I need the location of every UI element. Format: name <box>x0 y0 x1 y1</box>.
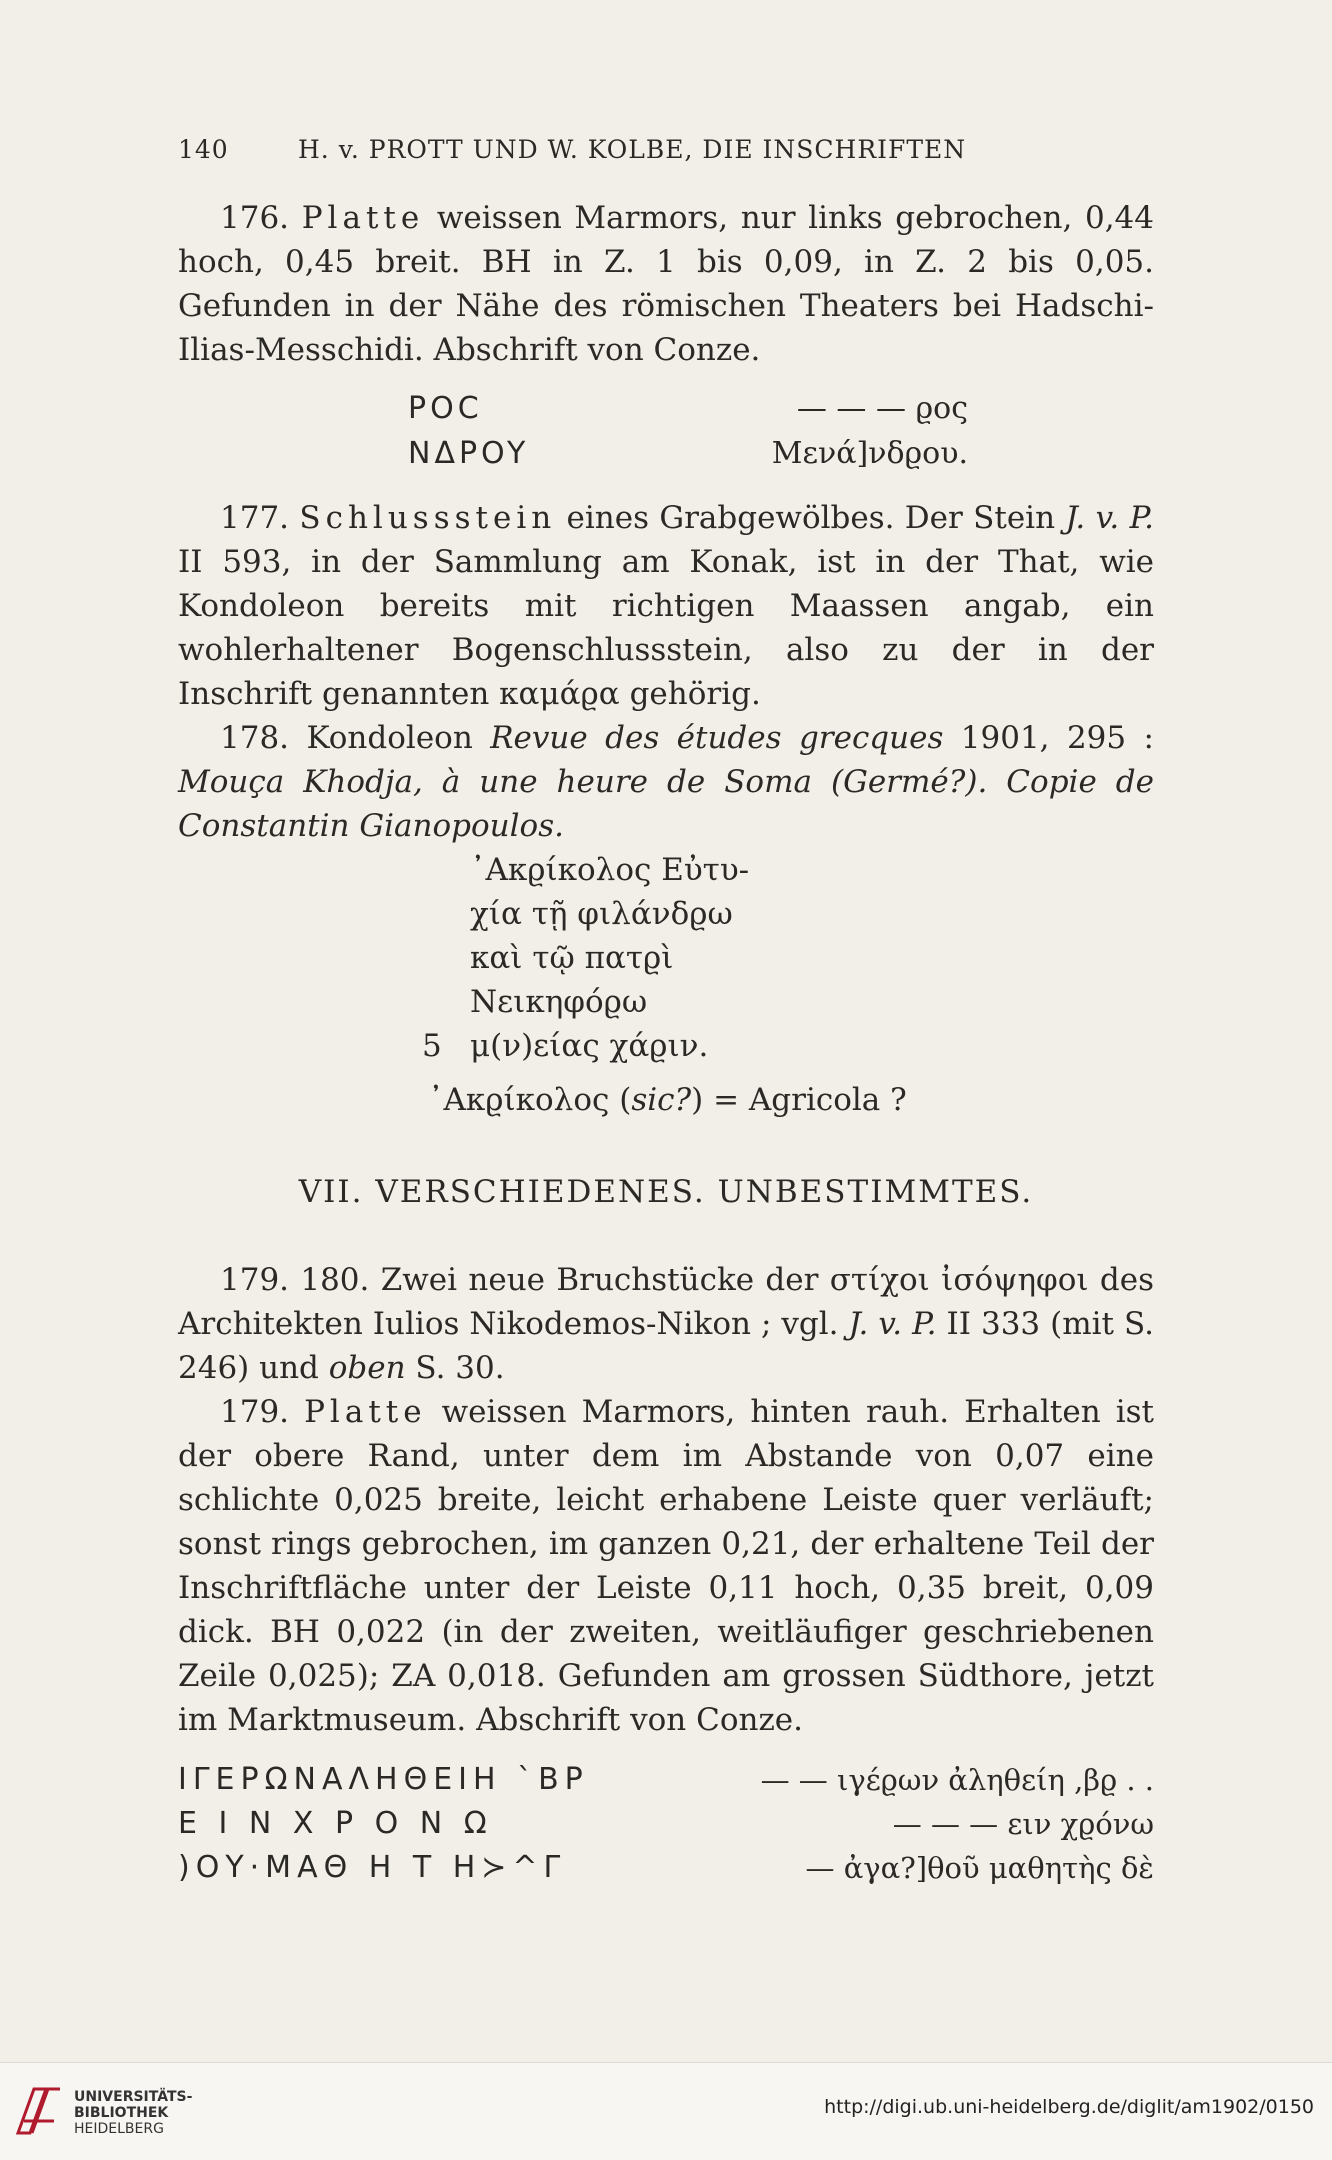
inscription-line <box>470 848 1154 892</box>
greek-word: καμάϱα <box>499 676 620 712</box>
inscription-line <box>470 936 1154 980</box>
cross-reference: oben <box>328 1350 406 1386</box>
inscription-transcription: — — — ϱος <box>796 390 968 426</box>
inscription-179 <box>178 1758 1154 1890</box>
page-body <box>178 196 1154 1890</box>
inscription-line <box>470 892 1154 936</box>
permalink-url[interactable]: http://digi.ub.uni-heidelberg.de/diglit/am1902/0150 <box>824 2096 1314 2118</box>
running-title: H. v. PROTT UND W. KOLBE, DIE INSCHRIFTEN <box>298 135 967 164</box>
entry-text: II 593, in der Sammlung am Konak, ist in der That, wie Kondoleon bereits mit richtigen Maassen angab, ein wohlerhaltener Bogenschlussstein, also zu der in der Inschrift genannten <box>178 544 1154 712</box>
entry-text: gehörig. <box>619 676 761 712</box>
inscription-capitals: )ΟΥ·ΜΑΘ Η Τ Η≻^Γ <box>178 1850 567 1885</box>
paragraph-176 <box>178 196 1154 372</box>
library-logo-icon <box>14 2081 64 2141</box>
entry-number: 179. <box>220 1394 290 1430</box>
entry-text: weissen Marmors, hinten rauh. Erhalten ist der obere Rand, unter dem im Abstande von 0,07 eine schlichte 0,025 breite, leicht erhabene Leiste quer verläuft; sonst rings gebrochen, im ganzen 0,21, der erhaltene Teil der Inschriftfläche unter der Leiste 0,11 hoch, 0,35 breit, 0,09 dick. BH 0,022 (in der zweiten, weitläufiger geschriebenen Zeile 0,025); ZA 0,018. Gefunden am grossen Südthore, jetzt im Marktmuseum. Abschrift von Conze. <box>178 1394 1154 1738</box>
sic-mark: sic? <box>631 1082 692 1118</box>
note-178 <box>428 1078 1154 1122</box>
inscription-capitals: NΔPOY <box>408 435 530 471</box>
inscription-transcription: Μενά]νδϱου. <box>771 435 968 471</box>
inscription-capitals: Ε Ι Ν Χ Ρ Ο Ν Ω <box>178 1806 493 1841</box>
inscription-178 <box>422 848 1154 1068</box>
inscription-capitals: POC <box>408 390 483 426</box>
entry-number: 178. <box>220 720 290 756</box>
inscription-transcription: — — — ειν χϱόνω <box>892 1807 1154 1841</box>
inscription-176 <box>408 386 968 476</box>
greek-line: ᾿Ακϱίκολος Εὐτυ- <box>470 852 750 888</box>
entry-lead-word: Platte <box>301 200 425 236</box>
viewer-footer <box>0 2062 1332 2160</box>
library-name <box>74 2089 192 2137</box>
entry-text: 1901, 295 : <box>943 720 1154 756</box>
inscription-line <box>408 386 968 431</box>
greek-line: Νεικηφόϱω <box>470 984 648 1020</box>
entry-text: Kondoleon <box>289 720 491 756</box>
entry-lead-word: Platte <box>304 1394 427 1430</box>
paragraph-177 <box>178 496 1154 716</box>
journal-title: Revue des études grecques <box>490 720 944 756</box>
paragraph-179-180 <box>178 1258 1154 1390</box>
inscription-line <box>422 1024 1154 1068</box>
section-heading: VII. VERSCHIEDENES. UNBESTIMMTES. <box>298 1174 1034 1210</box>
inscription-transcription: — — ιγέϱων ἀληθείη ,βϱ . . <box>760 1763 1154 1797</box>
reference-abbrev: J. v. P. <box>1065 500 1155 536</box>
entry-number: 176. <box>220 200 290 236</box>
note-text: ᾿Ακϱίκολος ( <box>428 1082 632 1118</box>
inscription-line <box>178 1802 1154 1846</box>
entry-number: 179. 180. <box>220 1262 370 1298</box>
inscription-capitals: ΙΓΕΡΩΝΑΛΗΘΕΙΗ ˋΒΡ <box>178 1762 589 1797</box>
entry-text: S. 30. <box>405 1350 505 1386</box>
inscription-line <box>408 431 968 476</box>
page-number: 140 <box>178 135 229 164</box>
entry-number: 177. <box>220 500 290 536</box>
inscription-line <box>470 980 1154 1024</box>
entry-lead-word: Schlussstein <box>299 500 557 536</box>
reference-abbrev: J. v. P. <box>848 1306 937 1342</box>
greek-line: χία τῇ φιλάνδϱω <box>470 896 733 932</box>
entry-text: II 333 (mit S. 246) und <box>178 1306 1154 1386</box>
greek-line: καὶ τῷ πατϱὶ <box>470 940 674 976</box>
note-text: ) = Agricola ? <box>691 1082 907 1118</box>
line-number: 5 <box>422 1028 442 1064</box>
greek-line: μ(ν)είας χάϱιν. <box>470 1028 709 1064</box>
inscription-line <box>178 1758 1154 1802</box>
location-note: Mouça Khodja, à une heure de Soma (Germé?). Copie de Constantin Gianopoulos. <box>178 764 1154 844</box>
entry-text: weissen Marmors, nur links gebrochen, 0,44 hoch, 0,45 breit. BH in Z. 1 bis 0,09, in Z. 2 bis 0,05. Gefunden in der Nähe des römischen Theaters bei Hadschi-Ilias-Messchidi. Abschrift von Conze. <box>178 200 1154 368</box>
paragraph-178 <box>178 716 1154 848</box>
inscription-line <box>178 1846 1154 1890</box>
running-header <box>178 135 1178 164</box>
library-line: UNIVERSITÄTS- <box>74 2089 193 2105</box>
entry-text: eines Grabgewölbes. Der Stein <box>556 500 1066 536</box>
library-line: HEIDELBERG <box>74 2121 164 2137</box>
inscription-transcription: — ἀγα?]θοῦ μαθητὴς δὲ <box>805 1851 1154 1885</box>
library-line: BIBLIOTHEK <box>74 2105 169 2121</box>
entry-text: Zwei neue Bruchstücke der στίχοι ἰσόψηφοι des Architekten Iulios Nikodemos-Nikon ; vgl. <box>178 1262 1154 1342</box>
paragraph-179 <box>178 1390 1154 1742</box>
